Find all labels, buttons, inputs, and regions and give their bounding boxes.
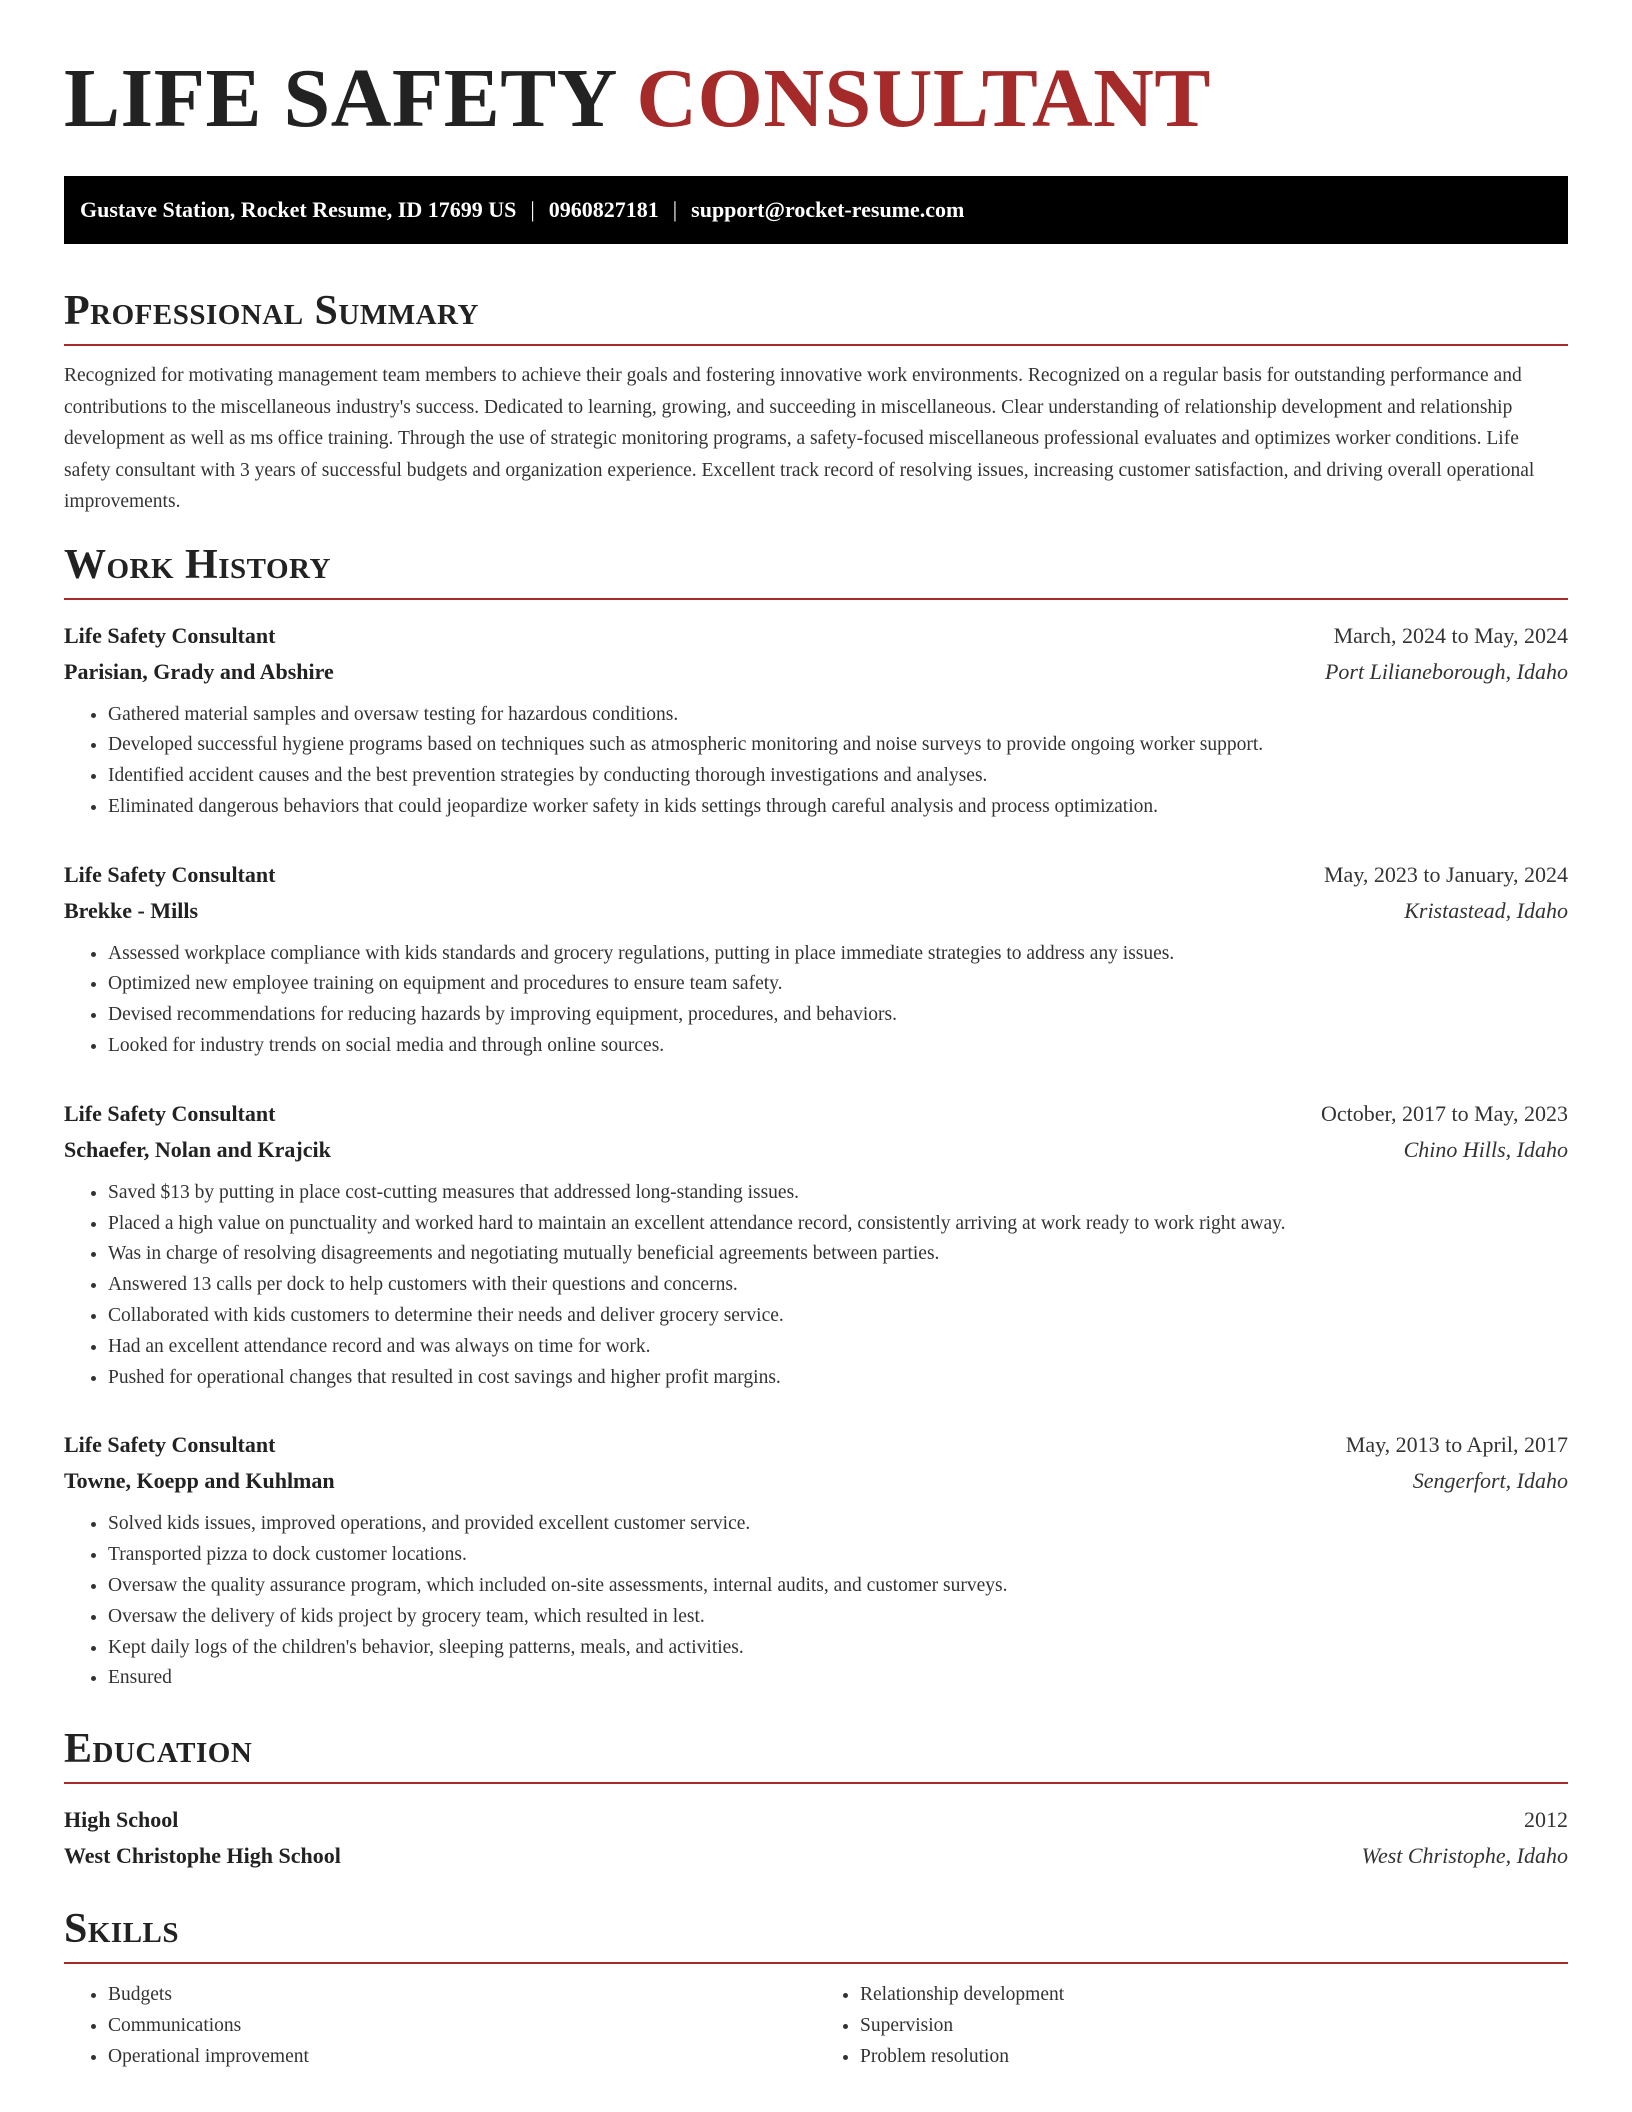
contact-address: Gustave Station, Rocket Resume, ID 17699 US [80, 197, 517, 222]
job-bullet: • Collaborated with kids customers to determine their needs and deliver grocery service. [108, 1301, 1568, 1332]
job-company-row [64, 654, 1568, 690]
job-bullets [64, 1178, 1568, 1394]
job-bullet: • Eliminated dangerous behaviors that could jeopardize worker safety in kids settings through careful analysis and process optimization. [108, 792, 1568, 823]
skill-item: • Relationship development [860, 1980, 1568, 2011]
job-bullet: • Oversaw the delivery of kids project by grocery team, which resulted in lest. [108, 1602, 1568, 1633]
skill-item: • Budgets [108, 1980, 816, 2011]
job-company: Brekke - Mills [64, 897, 199, 923]
contact-separator: | [530, 197, 535, 222]
contact-bar [64, 176, 1568, 244]
job-bullets [64, 939, 1568, 1062]
contact-separator: | [672, 197, 678, 222]
job-bullet: • Ensured [108, 1663, 1568, 1694]
job-bullet: • Identified accident causes and the best prevention strategies by conducting thorough investigations and analyses. [108, 761, 1568, 792]
summary-text: Recognized for motivating management team members to achieve their goals and fostering innovative work environments. Recognized on a regular basis for outstanding performance and contributions to the miscellaneous industry's success. Dedicated to learning, growing, and succeeding in miscellaneous. Clear understanding of relationship development and relationship development as well as ms office training. Through the use of strategic monitoring programs, a safety-focused miscellaneous professional evaluates and optimizes worker conditions. Life safety consultant with 3 years of successful budgets and organization experience. Excellent track record of resolving issues, increasing customer satisfaction, and driving overall operational improvements. [64, 365, 1535, 512]
skills-heading: Skills [64, 1904, 1568, 1964]
job-entry [64, 1096, 1568, 1394]
job-bullet: • Oversaw the quality assurance program, which included on-site assessments, internal audits, and customer surveys. [108, 1571, 1568, 1602]
job-location: Port Lilianeborough, Idaho [1324, 658, 1568, 684]
job-entry [64, 857, 1568, 1062]
job-entry [64, 618, 1568, 823]
job-company-row [64, 1132, 1568, 1168]
job-bullet: • Developed successful hygiene programs based on techniques such as atmospheric monitoring and noise surveys to provide ongoing worker support. [108, 730, 1568, 761]
education-school: West Christophe High School [64, 1843, 341, 1869]
work-history-list [64, 618, 1568, 1695]
job-bullet: • Was in charge of resolving disagreements and negotiating mutually beneficial agreements between parties. [108, 1239, 1568, 1270]
job-title: Life Safety Consultant [64, 1100, 276, 1126]
job-dates: March, 2024 to May, 2024 [1333, 622, 1568, 648]
job-bullet: • Devised recommendations for reducing hazards by improving equipment, procedures, and behaviors. [108, 1000, 1568, 1031]
resume-title [64, 0, 1568, 145]
job-location: Chino Hills, Idaho [1403, 1136, 1568, 1162]
job-bullet: • Kept daily logs of the children's behavior, sleeping patterns, meals, and activities. [108, 1633, 1568, 1664]
job-header-row [64, 1427, 1568, 1463]
education-heading: Education [64, 1724, 1568, 1784]
skill-item: • Problem resolution [860, 2042, 1568, 2073]
job-dates: October, 2017 to May, 2023 [1321, 1100, 1568, 1126]
job-bullets [64, 1509, 1568, 1694]
skills-list [64, 1980, 1568, 2072]
education-degree: High School [64, 1807, 179, 1833]
job-title: Life Safety Consultant [64, 861, 276, 887]
skill-item: • Operational improvement [108, 2042, 816, 2073]
education-entry [64, 1802, 1568, 1874]
job-bullet: • Saved $13 by putting in place cost-cutting measures that addressed long-standing issues. [108, 1178, 1568, 1209]
education-year: 2012 [1524, 1807, 1568, 1833]
education-degree-row [64, 1802, 1568, 1838]
job-entry [64, 1427, 1568, 1694]
job-location: Sengerfort, Idaho [1412, 1468, 1568, 1494]
job-company: Parisian, Grady and Abshire [64, 658, 334, 684]
job-bullet: • Transported pizza to dock customer locations. [108, 1540, 1568, 1571]
work-history-heading: Work History [64, 540, 1568, 600]
job-bullet: • Assessed workplace compliance with kids standards and grocery regulations, putting in place immediate strategies to address any issues. [108, 939, 1568, 970]
job-bullet: • Pushed for operational changes that resulted in cost savings and higher profit margins. [108, 1363, 1568, 1394]
job-company: Schaefer, Nolan and Krajcik [64, 1136, 331, 1162]
contact-phone: 0960827181 [548, 197, 659, 222]
contact-email: support@rocket-resume.com [691, 197, 965, 222]
title-part-2: CONSULTANT [636, 52, 1211, 145]
job-bullet: • Placed a high value on punctuality and worked hard to maintain an excellent attendance record, consistently arriving at work ready to work right away. [108, 1209, 1568, 1240]
job-bullet: • Had an excellent attendance record and was always on time for work. [108, 1332, 1568, 1363]
title-part-1: LIFE SAFETY [64, 52, 615, 145]
education-school-row [64, 1838, 1568, 1874]
job-location: Kristastead, Idaho [1404, 897, 1568, 923]
job-dates: May, 2013 to April, 2017 [1345, 1432, 1568, 1458]
job-header-row [64, 618, 1568, 654]
skill-item: • Supervision [860, 2011, 1568, 2042]
job-bullet: • Looked for industry trends on social media and through online sources. [108, 1031, 1568, 1062]
summary-heading: Professional Summary [64, 286, 1568, 346]
job-title: Life Safety Consultant [64, 1432, 276, 1458]
job-dates: May, 2023 to January, 2024 [1324, 861, 1568, 887]
job-header-row [64, 857, 1568, 893]
skills-column-right [816, 1980, 1568, 2072]
education-location: West Christophe, Idaho [1361, 1843, 1568, 1869]
job-header-row [64, 1096, 1568, 1132]
job-bullet: • Answered 13 calls per dock to help customers with their questions and concerns. [108, 1270, 1568, 1301]
job-bullet: • Solved kids issues, improved operations, and provided excellent customer service. [108, 1509, 1568, 1540]
job-company-row [64, 1463, 1568, 1499]
job-company: Towne, Koepp and Kuhlman [64, 1468, 335, 1494]
job-bullets [64, 700, 1568, 823]
skills-column-left [64, 1980, 816, 2072]
job-company-row [64, 893, 1568, 929]
job-bullet: • Gathered material samples and oversaw testing for hazardous conditions. [108, 700, 1568, 731]
job-title: Life Safety Consultant [64, 622, 276, 648]
skill-item: • Communications [108, 2011, 816, 2042]
job-bullet: • Optimized new employee training on equipment and procedures to ensure team safety. [108, 969, 1568, 1000]
